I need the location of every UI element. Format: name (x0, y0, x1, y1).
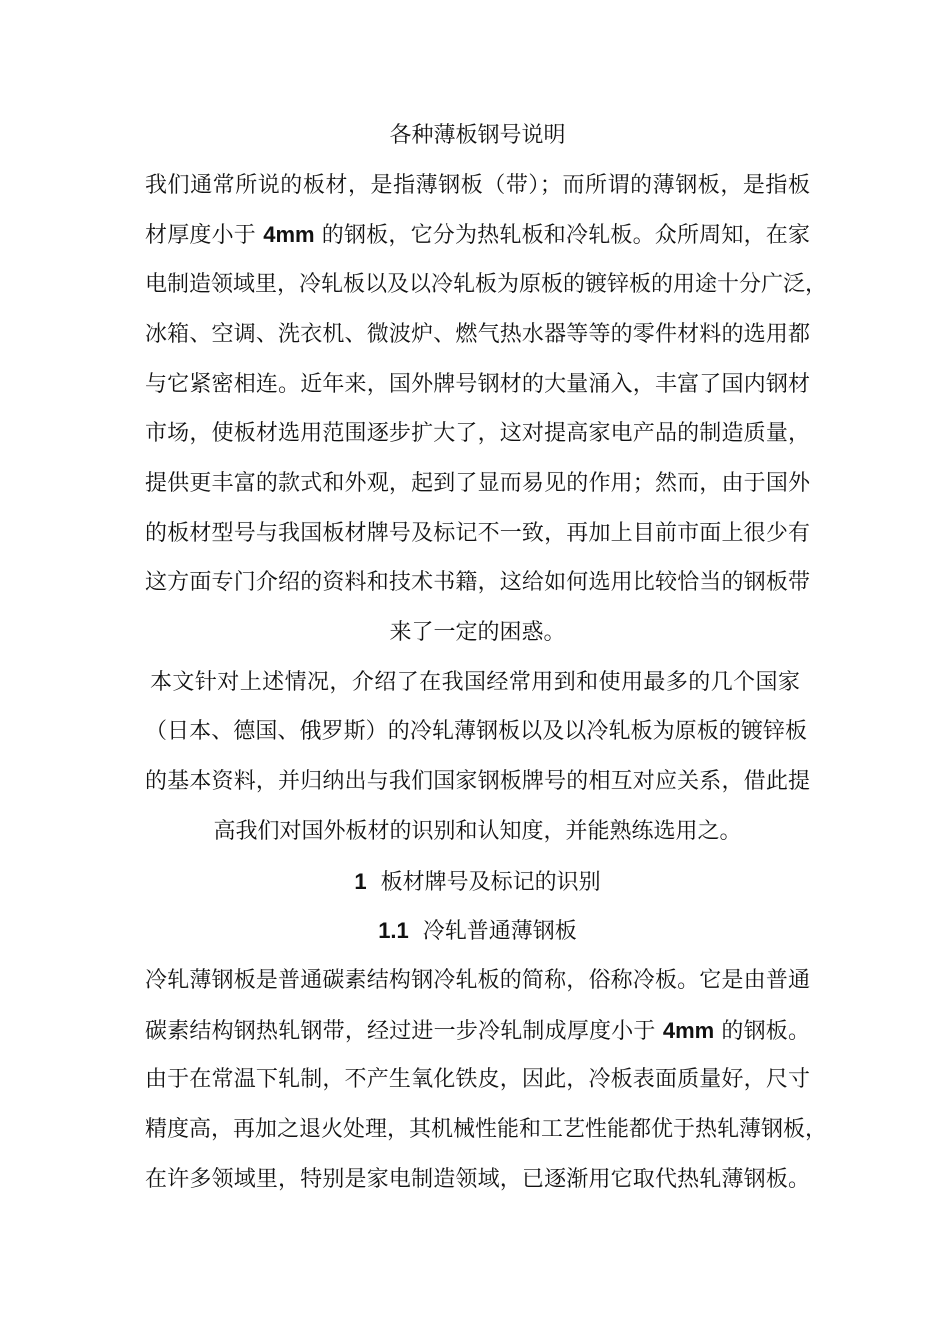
second-para-line-3: 的基本资料，并归纳出与我们国家钢板牌号的相互对应关系，借此提 (145, 769, 810, 794)
section-1-1-number: 1.1 (378, 918, 409, 943)
section-1-1-line-4: 精度高，再加之退火处理，其机械性能和工艺性能都优于热轧薄钢板， (145, 1117, 828, 1142)
section-1-1-line-5: 在许多领域里，特别是家电制造领域，已逐渐用它取代热轧薄钢板。 (145, 1167, 810, 1192)
section-1-1-line-2: 碳素结构钢热轧钢带，经过进一步冷轧制成厚度小于 4mm 的钢板。 (145, 1018, 811, 1044)
second-para-line-4: 高我们对国外板材的识别和认知度，并能熟练选用之。 (213, 819, 742, 844)
second-para-line-2: （日本、德国、俄罗斯）的冷轧薄钢板以及以冷轧板为原板的镀锌板 (145, 719, 807, 744)
intro-line-2: 材厚度小于 4mm 的钢板，它分为热轧板和冷轧板。众所周知，在家 (145, 222, 810, 248)
section-1-1-heading (145, 911, 810, 951)
intro-line-4: 冰箱、空调、洗衣机、微波炉、燃气热水器等等的零件材料的选用都 (145, 322, 810, 347)
section-1-1-line-1: 冷轧薄钢板是普通碳素结构钢冷轧板的简称，俗称冷板。它是由普通 (145, 968, 810, 993)
second-para-line-1: 本文针对上述情况，介绍了在我国经常用到和使用最多的几个国家 (150, 670, 800, 695)
thickness-value: 4mm (662, 1018, 715, 1043)
section-1-title: 板材牌号及标记的识别 (380, 870, 601, 895)
thickness-value: 4mm (263, 222, 315, 247)
section-1-1-title: 冷轧普通薄钢板 (422, 919, 577, 944)
section-1-number: 1 (354, 869, 367, 894)
section-1-1-line-3: 由于在常温下轧制，不产生氧化铁皮，因此，冷板表面质量好，尺寸 (145, 1067, 810, 1092)
section-1-heading (145, 862, 810, 902)
document-title: 各种薄板钢号说明 (389, 123, 566, 148)
intro-line-5: 与它紧密相连。近年来，国外牌号钢材的大量涌入，丰富了国内钢材 (145, 372, 810, 397)
intro-line-6: 市场，使板材选用范围逐步扩大了，这对提高家电产品的制造质量， (145, 421, 810, 446)
intro-line-9: 这方面专门介绍的资料和技术书籍，这给如何选用比较恰当的钢板带 (145, 570, 810, 595)
intro-line-1: 我们通常所说的板材，是指薄钢板（带）；而所谓的薄钢板，是指板 (145, 173, 810, 198)
intro-line-3: 电制造领域里，冷轧板以及以冷轧板为原板的镀锌板的用途十分广泛， (145, 272, 828, 297)
intro-line-8: 的板材型号与我国板材牌号及标记不一致，再加上目前市面上很少有 (145, 521, 810, 546)
intro-line-10: 来了一定的困惑。 (389, 620, 566, 645)
intro-line-7: 提供更丰富的款式和外观，起到了显而易见的作用；然而，由于国外 (145, 471, 810, 496)
